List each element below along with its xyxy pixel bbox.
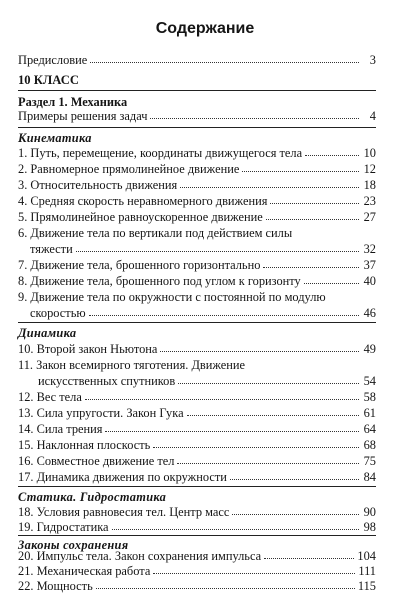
toc-entry-preface bbox=[18, 52, 376, 68]
entry-page: 115 bbox=[357, 579, 376, 593]
entry-label: Примеры решения задач bbox=[18, 109, 148, 123]
toc-entry bbox=[18, 453, 376, 469]
entry-page: 4 bbox=[369, 109, 376, 123]
dot-leader bbox=[304, 273, 359, 284]
entry-label: 18. Условия равновесия тел. Центр масс bbox=[18, 505, 230, 519]
entry-page: 104 bbox=[357, 549, 376, 563]
toc-entry bbox=[18, 161, 376, 177]
entry-page: 68 bbox=[363, 438, 376, 452]
entry-label: 2. Равномерное прямолинейное движение bbox=[18, 162, 240, 176]
entry-label: 5. Прямолинейное равноускоренное движение bbox=[18, 210, 263, 224]
entry-page: 23 bbox=[363, 194, 376, 208]
dot-leader bbox=[85, 389, 359, 400]
entry-page: 90 bbox=[363, 505, 376, 519]
toc-entry bbox=[18, 145, 376, 161]
dot-leader bbox=[96, 578, 355, 589]
entry-label: 15. Наклонная плоскость bbox=[18, 438, 151, 452]
entry-page: 54 bbox=[363, 374, 376, 388]
entry-page: 37 bbox=[363, 258, 376, 272]
category-heading: Кинематика bbox=[18, 131, 92, 145]
toc-entry bbox=[18, 373, 376, 389]
entry-page: 98 bbox=[363, 520, 376, 534]
dot-leader bbox=[153, 563, 355, 574]
entry-page: 84 bbox=[363, 470, 376, 484]
toc-entry bbox=[18, 193, 376, 209]
toc-entry bbox=[18, 209, 376, 225]
entry-page: 75 bbox=[363, 454, 376, 468]
dot-leader bbox=[178, 373, 359, 384]
divider bbox=[18, 90, 376, 91]
entry-page: 49 bbox=[363, 342, 376, 356]
toc-entry bbox=[18, 305, 376, 321]
entry-label-continued: искусственных спутников bbox=[38, 374, 176, 388]
toc-entry-examples bbox=[18, 108, 376, 124]
dot-leader bbox=[305, 145, 359, 156]
toc-entry bbox=[18, 241, 376, 257]
page-title: Содержание bbox=[155, 20, 255, 37]
dot-leader bbox=[153, 437, 359, 448]
divider bbox=[18, 535, 376, 536]
toc-entry bbox=[18, 405, 376, 421]
entry-label: 20. Импульс тела. Закон сохранения импульса bbox=[18, 549, 262, 563]
dot-leader bbox=[89, 305, 359, 316]
entry-label: 19. Гидростатика bbox=[18, 520, 109, 534]
dot-leader bbox=[90, 52, 359, 63]
dot-leader bbox=[112, 519, 359, 530]
toc-entry-first-line: 11. Закон всемирного тяготения. Движение bbox=[18, 358, 246, 372]
entry-label: 3. Относительность движения bbox=[18, 178, 178, 192]
toc-entry bbox=[18, 548, 376, 564]
dot-leader bbox=[266, 209, 359, 220]
toc-entry bbox=[18, 389, 376, 405]
dot-leader bbox=[187, 405, 359, 416]
toc-entry bbox=[18, 563, 376, 579]
toc-entry bbox=[18, 421, 376, 437]
entry-label: 22. Мощность bbox=[18, 579, 93, 593]
entry-label: 1. Путь, перемещение, координаты движущегося тела bbox=[18, 146, 303, 160]
divider bbox=[18, 486, 376, 487]
toc-entry bbox=[18, 177, 376, 193]
entry-page: 61 bbox=[363, 406, 376, 420]
entry-page: 27 bbox=[363, 210, 376, 224]
dot-leader bbox=[263, 257, 359, 268]
category-heading: Законы сохранения bbox=[18, 538, 129, 552]
entry-page: 111 bbox=[358, 564, 376, 578]
entry-page: 18 bbox=[363, 178, 376, 192]
entry-label: 16. Совместное движение тел bbox=[18, 454, 175, 468]
entry-label: 7. Движение тела, брошенного горизонтально bbox=[18, 258, 261, 272]
dot-leader bbox=[242, 161, 359, 172]
dot-leader bbox=[232, 504, 359, 515]
entry-label: 10. Второй закон Ньютона bbox=[18, 342, 158, 356]
dot-leader bbox=[270, 193, 359, 204]
entry-page: 10 bbox=[363, 146, 376, 160]
entry-label: Предисловие bbox=[18, 53, 88, 67]
entry-page: 64 bbox=[363, 422, 376, 436]
dot-leader bbox=[177, 453, 359, 464]
toc-entry bbox=[18, 504, 376, 520]
dot-leader bbox=[160, 341, 359, 352]
toc-entry bbox=[18, 341, 376, 357]
dot-leader bbox=[76, 241, 359, 252]
entry-label-continued: тяжести bbox=[30, 242, 73, 256]
entry-page: 3 bbox=[369, 53, 376, 67]
entry-page: 46 bbox=[363, 306, 376, 320]
entry-page: 40 bbox=[363, 274, 376, 288]
divider bbox=[18, 322, 376, 323]
toc-entry-first-line: 9. Движение тела по окружности с постоянной по модулю bbox=[18, 290, 326, 304]
entry-page: 32 bbox=[363, 242, 376, 256]
section-heading: Раздел 1. Механика bbox=[18, 95, 128, 109]
dot-leader bbox=[230, 469, 359, 480]
entry-label: 13. Сила упругости. Закон Гука bbox=[18, 406, 184, 420]
entry-label: 12. Вес тела bbox=[18, 390, 82, 404]
toc-entry bbox=[18, 578, 376, 594]
category-heading: Статика. Гидростатика bbox=[18, 490, 167, 504]
divider bbox=[18, 127, 376, 128]
entry-label-continued: скоростью bbox=[30, 306, 86, 320]
dot-leader bbox=[180, 177, 359, 188]
entry-page: 12 bbox=[363, 162, 376, 176]
dot-leader bbox=[105, 421, 359, 432]
toc-entry bbox=[18, 437, 376, 453]
category-heading: Динамика bbox=[18, 326, 77, 340]
toc-entry bbox=[18, 257, 376, 273]
entry-label: 8. Движение тела, брошенного под углом к горизонту bbox=[18, 274, 301, 288]
toc-entry bbox=[18, 469, 376, 485]
entry-label: 21. Механическая работа bbox=[18, 564, 151, 578]
entry-page: 58 bbox=[363, 390, 376, 404]
dot-leader bbox=[150, 108, 359, 119]
toc-entry bbox=[18, 519, 376, 535]
entry-label: 14. Сила трения bbox=[18, 422, 103, 436]
toc-entry-first-line: 6. Движение тела по вертикали под действием силы bbox=[18, 226, 293, 240]
entry-label: 17. Динамика движения по окружности bbox=[18, 470, 227, 484]
entry-label: 4. Средняя скорость неравномерного движения bbox=[18, 194, 268, 208]
grade-heading: 10 КЛАСС bbox=[18, 73, 79, 87]
dot-leader bbox=[264, 548, 354, 559]
toc-entry bbox=[18, 273, 376, 289]
